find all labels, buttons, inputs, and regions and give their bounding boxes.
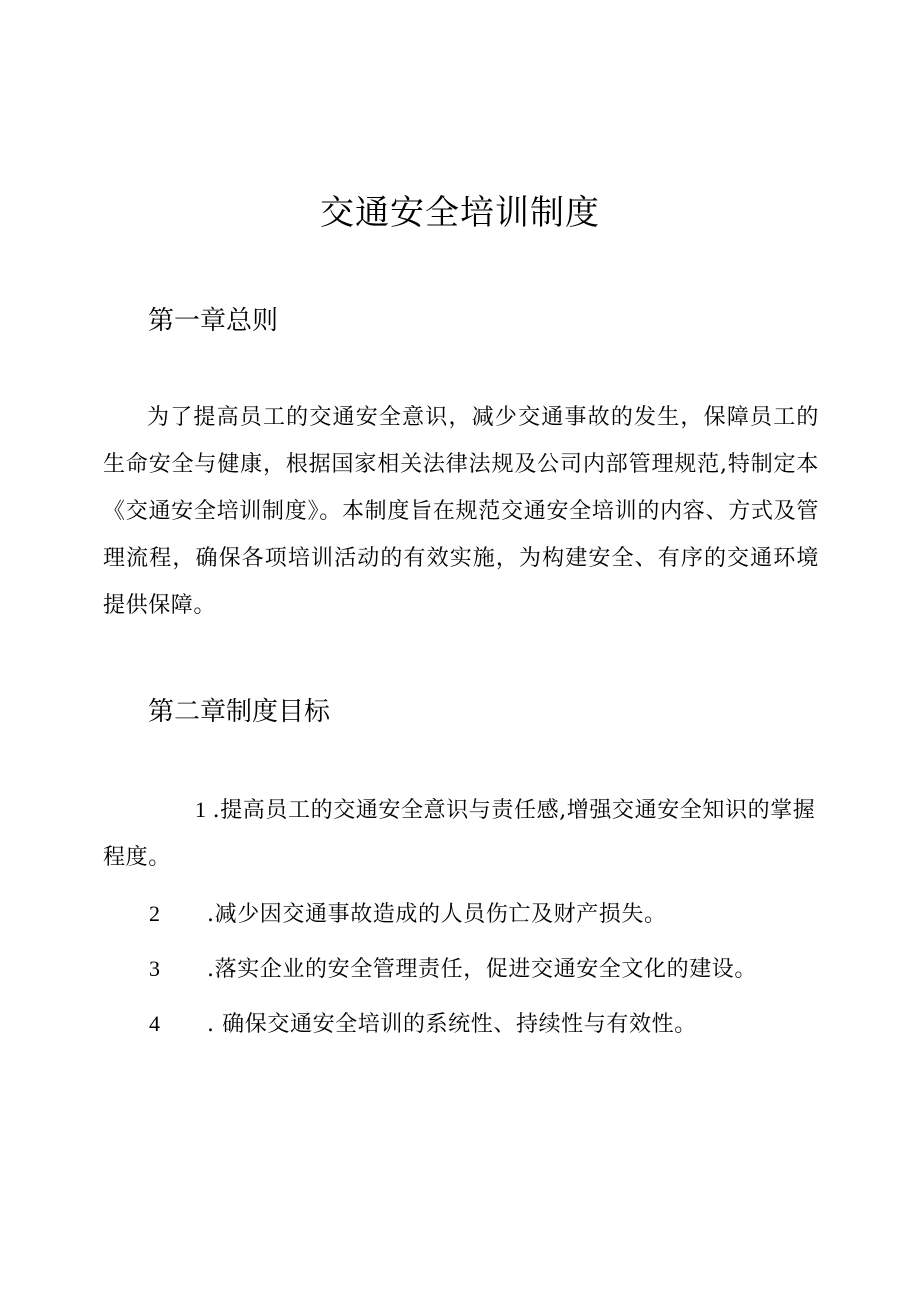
goal-item-2 [103, 890, 819, 938]
goal-item-number: 1 [195, 797, 207, 822]
goal-item-number: 4 [149, 1011, 161, 1036]
goal-item-text: .减少因交通事故造成的人员伤亡及财产损失。 [207, 902, 667, 927]
document-title: 交通安全培训制度 [320, 193, 600, 233]
chapter-1-paragraph: 为了提高员工的交通安全意识，减少交通事故的发生，保障员工的生命安全与健康，根据国家相关法律法规及公司内部管理规范,特制定本《交通安全培训制度》。本制度旨在规范交通安全培训的内容、方式及管理流程，确保各项培训活动的有效实施，为构建安全、有序的交通环境提供保障。 [103, 405, 819, 618]
chapter-2-heading: 第二章制度目标 [148, 697, 331, 727]
goal-item-number: 3 [149, 956, 161, 981]
goal-item-3 [103, 945, 819, 993]
goal-item-4 [103, 1000, 819, 1048]
chapter-1-heading: 第一章总则 [148, 306, 279, 336]
goal-item-text: .落实企业的安全管理责任，促进交通安全文化的建设。 [207, 957, 757, 982]
goal-item-number: 2 [149, 901, 161, 926]
goal-item-1 [103, 786, 819, 881]
goal-item-text: .提高员工的交通安全意识与责任感,增强交通安全知识的掌握程度。 [103, 798, 816, 870]
goal-item-text: . 确保交通安全培训的系统性、持续性与有效性。 [207, 1012, 697, 1037]
